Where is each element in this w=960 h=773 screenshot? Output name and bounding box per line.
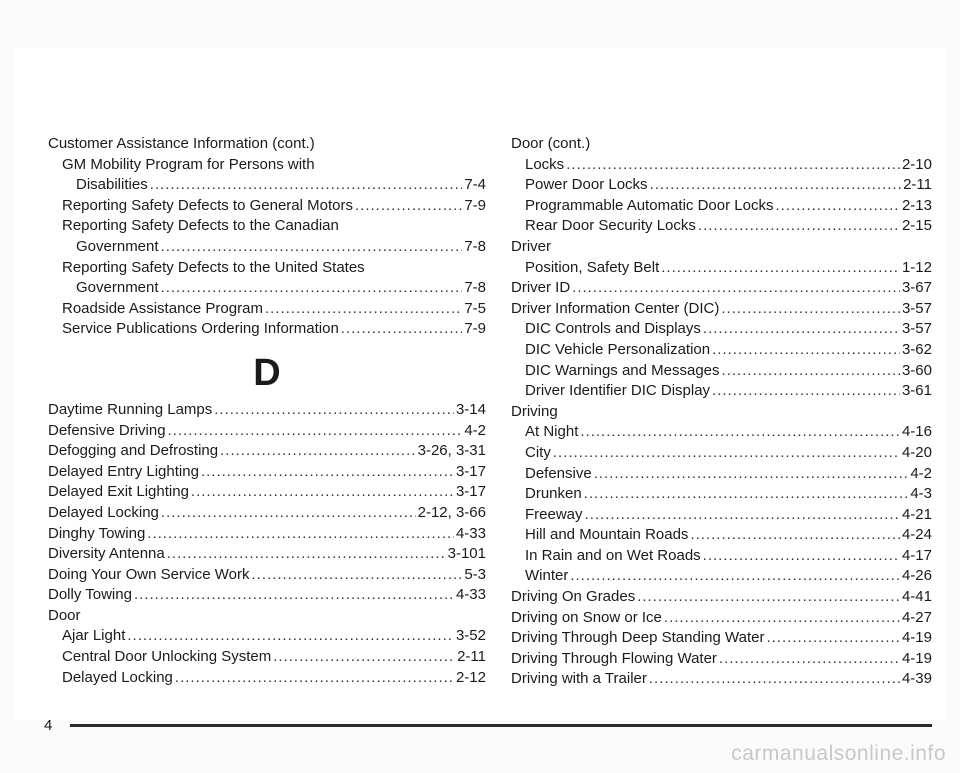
dot-leader bbox=[703, 546, 900, 567]
entry-page-ref: 2-12 bbox=[455, 668, 486, 686]
entry-page-ref: 7-9 bbox=[464, 320, 486, 338]
entry-term: Roadside Assistance Program bbox=[62, 299, 263, 317]
dot-leader bbox=[167, 544, 446, 565]
index-entry bbox=[48, 524, 486, 545]
index-entry bbox=[48, 421, 486, 442]
entry-page-ref: 3-61 bbox=[901, 382, 932, 400]
dot-leader bbox=[175, 668, 454, 689]
entry-page-ref: 4-27 bbox=[901, 608, 932, 626]
entry-page-ref: 2-12, 3-66 bbox=[417, 503, 486, 521]
entry-page-ref: 4-24 bbox=[901, 526, 932, 544]
dot-leader bbox=[161, 503, 416, 524]
entry-term: Driving on Snow or Ice bbox=[511, 608, 662, 626]
index-entry bbox=[511, 196, 932, 217]
index-entry bbox=[511, 443, 932, 464]
index-column-right bbox=[511, 134, 932, 690]
entry-term: Driving Through Flowing Water bbox=[511, 649, 717, 667]
index-entry bbox=[511, 464, 932, 485]
entry-page-ref: 7-8 bbox=[464, 279, 486, 297]
entry-term: Driving Through Deep Standing Water bbox=[511, 629, 765, 647]
index-entry bbox=[511, 155, 932, 176]
index-entry bbox=[511, 319, 932, 340]
index-entry bbox=[48, 565, 486, 586]
entry-page-ref: 3-62 bbox=[901, 340, 932, 358]
dot-leader bbox=[134, 585, 454, 606]
dot-leader bbox=[664, 608, 900, 629]
index-heading: Reporting Safety Defects to the Canadian bbox=[62, 217, 339, 235]
dot-leader bbox=[703, 319, 900, 340]
index-heading: GM Mobility Program for Persons with bbox=[62, 155, 315, 173]
index-entry bbox=[48, 196, 486, 217]
dot-leader bbox=[690, 525, 900, 546]
index-heading: Door (cont.) bbox=[511, 135, 591, 152]
entry-page-ref: 4-19 bbox=[901, 629, 932, 647]
entry-term: Hill and Mountain Roads bbox=[525, 526, 689, 544]
dot-leader bbox=[775, 196, 900, 217]
entry-term: DIC Warnings and Messages bbox=[525, 361, 720, 379]
entry-term: Government bbox=[76, 237, 159, 255]
index-entry bbox=[48, 441, 486, 462]
index-entry bbox=[511, 628, 932, 649]
dot-leader bbox=[553, 443, 900, 464]
index-entry bbox=[48, 319, 486, 340]
entry-term: DIC Vehicle Personalization bbox=[525, 340, 711, 358]
dot-leader bbox=[650, 175, 902, 196]
dot-leader bbox=[721, 299, 900, 320]
index-entry bbox=[48, 544, 486, 565]
dot-leader bbox=[168, 421, 463, 442]
entry-page-ref: 3-67 bbox=[901, 279, 932, 297]
entry-term: Ajar Light bbox=[62, 627, 126, 645]
entry-term: Government bbox=[76, 279, 159, 297]
index-entry bbox=[511, 669, 932, 690]
index-entry bbox=[48, 299, 486, 320]
entry-page-ref: 3-17 bbox=[455, 483, 486, 501]
entry-term: Rear Door Security Locks bbox=[525, 217, 696, 235]
index-heading: Driving bbox=[511, 402, 558, 420]
entry-page-ref: 3-57 bbox=[901, 320, 932, 338]
index-column-left bbox=[48, 134, 486, 688]
index-entry bbox=[511, 381, 932, 402]
index-entry bbox=[511, 525, 932, 546]
index-entry bbox=[48, 278, 486, 299]
entry-page-ref: 2-15 bbox=[901, 217, 932, 235]
entry-page-ref: 4-2 bbox=[464, 421, 486, 439]
dot-leader bbox=[147, 524, 454, 545]
entry-page-ref: 2-13 bbox=[901, 196, 932, 214]
entry-term: Service Publications Ordering Information bbox=[62, 320, 339, 338]
entry-page-ref: 4-33 bbox=[455, 524, 486, 542]
dot-leader bbox=[719, 649, 900, 670]
index-entry bbox=[511, 299, 932, 320]
section-letter: D bbox=[253, 351, 281, 394]
dot-leader bbox=[637, 587, 900, 608]
dot-leader bbox=[661, 258, 900, 279]
index-heading: Driver bbox=[511, 237, 551, 255]
index-entry bbox=[511, 361, 932, 382]
entry-term: Central Door Unlocking System bbox=[62, 648, 272, 666]
index-entry bbox=[511, 340, 932, 361]
dot-leader bbox=[722, 361, 900, 382]
entry-term: Driving On Grades bbox=[511, 588, 636, 606]
index-heading: Customer Assistance Information (cont.) bbox=[48, 135, 315, 152]
entry-term: Winter bbox=[525, 567, 569, 585]
entry-term: Driver ID bbox=[511, 279, 571, 297]
entry-page-ref: 2-11 bbox=[903, 176, 932, 194]
entry-page-ref: 4-16 bbox=[901, 423, 932, 441]
index-entry bbox=[511, 175, 932, 196]
index-entry bbox=[48, 503, 486, 524]
entry-term: Driver Identifier DIC Display bbox=[525, 382, 711, 400]
dot-leader bbox=[220, 441, 415, 462]
entry-term: Delayed Exit Lighting bbox=[48, 483, 189, 501]
entry-page-ref: 3-14 bbox=[455, 400, 486, 418]
index-entry bbox=[48, 237, 486, 258]
dot-leader bbox=[161, 278, 463, 299]
entry-term: Reporting Safety Defects to General Motors bbox=[62, 196, 353, 214]
page-number: 4 bbox=[44, 717, 53, 734]
entry-page-ref: 3-57 bbox=[901, 299, 932, 317]
dot-leader bbox=[201, 462, 454, 483]
entry-term: Defensive Driving bbox=[48, 421, 166, 439]
entry-page-ref: 2-11 bbox=[457, 648, 486, 666]
entry-term: Defensive bbox=[525, 464, 592, 482]
entry-page-ref: 7-9 bbox=[464, 196, 486, 214]
entry-page-ref: 4-33 bbox=[455, 586, 486, 604]
index-entry bbox=[511, 566, 932, 587]
entry-term: Delayed Locking bbox=[62, 668, 173, 686]
dot-leader bbox=[214, 400, 454, 421]
entry-page-ref: 1-12 bbox=[901, 258, 932, 276]
dot-leader bbox=[566, 155, 900, 176]
entry-page-ref: 7-8 bbox=[464, 237, 486, 255]
index-entry bbox=[511, 484, 932, 505]
dot-leader bbox=[127, 626, 454, 647]
entry-page-ref: 7-4 bbox=[464, 176, 486, 194]
entry-term: Driver Information Center (DIC) bbox=[511, 299, 720, 317]
dot-leader bbox=[150, 175, 463, 196]
dot-leader bbox=[191, 482, 454, 503]
entry-page-ref: 4-41 bbox=[901, 588, 932, 606]
index-entry bbox=[48, 400, 486, 421]
footer-rule bbox=[70, 724, 932, 727]
dot-leader bbox=[355, 196, 462, 217]
entry-term: Diversity Antenna bbox=[48, 545, 165, 563]
index-entry bbox=[48, 175, 486, 196]
index-entry bbox=[48, 668, 486, 689]
entry-term: Delayed Entry Lighting bbox=[48, 462, 199, 480]
entry-term: Locks bbox=[525, 155, 565, 173]
dot-leader bbox=[585, 505, 900, 526]
entry-page-ref: 4-21 bbox=[901, 505, 932, 523]
entry-page-ref: 4-17 bbox=[901, 546, 932, 564]
entry-term: DIC Controls and Displays bbox=[525, 320, 701, 338]
entry-page-ref: 4-26 bbox=[901, 567, 932, 585]
dot-leader bbox=[712, 340, 900, 361]
dot-leader bbox=[265, 299, 462, 320]
dot-leader bbox=[698, 216, 900, 237]
index-heading: Door bbox=[48, 606, 81, 624]
index-entry bbox=[48, 585, 486, 606]
dot-leader bbox=[251, 565, 462, 586]
entry-term: Disabilities bbox=[76, 176, 148, 194]
dot-leader bbox=[594, 464, 909, 485]
entry-term: Position, Safety Belt bbox=[525, 258, 660, 276]
entry-page-ref: 4-20 bbox=[901, 443, 932, 461]
dot-leader bbox=[584, 484, 909, 505]
dot-leader bbox=[273, 647, 455, 668]
dot-leader bbox=[570, 566, 900, 587]
entry-page-ref: 4-19 bbox=[901, 649, 932, 667]
dot-leader bbox=[766, 628, 899, 649]
index-entry bbox=[48, 462, 486, 483]
index-entry bbox=[511, 608, 932, 629]
entry-term: City bbox=[525, 443, 551, 461]
entry-page-ref: 3-26, 3-31 bbox=[417, 442, 486, 460]
entry-page-ref: 5-3 bbox=[464, 565, 486, 583]
entry-page-ref: 3-60 bbox=[901, 361, 932, 379]
entry-term: Doing Your Own Service Work bbox=[48, 565, 250, 583]
entry-page-ref: 7-5 bbox=[464, 299, 486, 317]
entry-term: Programmable Automatic Door Locks bbox=[525, 196, 774, 214]
manual-page bbox=[14, 48, 946, 734]
entry-term: In Rain and on Wet Roads bbox=[525, 546, 701, 564]
entry-term: Defogging and Defrosting bbox=[48, 442, 219, 460]
dot-leader bbox=[341, 319, 463, 340]
entry-term: Dinghy Towing bbox=[48, 524, 146, 542]
entry-page-ref: 3-17 bbox=[455, 462, 486, 480]
entry-term: At Night bbox=[525, 423, 579, 441]
index-entry bbox=[511, 587, 932, 608]
index-entry bbox=[511, 649, 932, 670]
dot-leader bbox=[572, 278, 900, 299]
dot-leader bbox=[161, 237, 463, 258]
index-entry bbox=[511, 546, 932, 567]
entry-term: Power Door Locks bbox=[525, 176, 648, 194]
watermark: carmanualsonline.info bbox=[731, 742, 946, 765]
index-heading: Reporting Safety Defects to the United States bbox=[62, 258, 365, 276]
index-entry bbox=[511, 216, 932, 237]
entry-term: Driving with a Trailer bbox=[511, 670, 647, 688]
dot-leader bbox=[580, 422, 900, 443]
entry-term: Freeway bbox=[525, 505, 583, 523]
entry-term: Daytime Running Lamps bbox=[48, 400, 213, 418]
entry-page-ref: 2-10 bbox=[901, 155, 932, 173]
index-entry bbox=[511, 278, 932, 299]
entry-page-ref: 4-39 bbox=[901, 670, 932, 688]
index-entry bbox=[511, 422, 932, 443]
index-entry bbox=[48, 647, 486, 668]
entry-page-ref: 3-101 bbox=[447, 545, 486, 563]
entry-page-ref: 4-2 bbox=[910, 464, 932, 482]
entry-term: Dolly Towing bbox=[48, 586, 132, 604]
dot-leader bbox=[649, 669, 900, 690]
entry-term: Drunken bbox=[525, 485, 582, 503]
index-entry bbox=[48, 626, 486, 647]
entry-page-ref: 4-3 bbox=[910, 485, 932, 503]
index-entry bbox=[511, 505, 932, 526]
dot-leader bbox=[712, 381, 900, 402]
entry-page-ref: 3-52 bbox=[455, 627, 486, 645]
index-entry bbox=[511, 258, 932, 279]
index-entry bbox=[48, 482, 486, 503]
entry-term: Delayed Locking bbox=[48, 503, 159, 521]
